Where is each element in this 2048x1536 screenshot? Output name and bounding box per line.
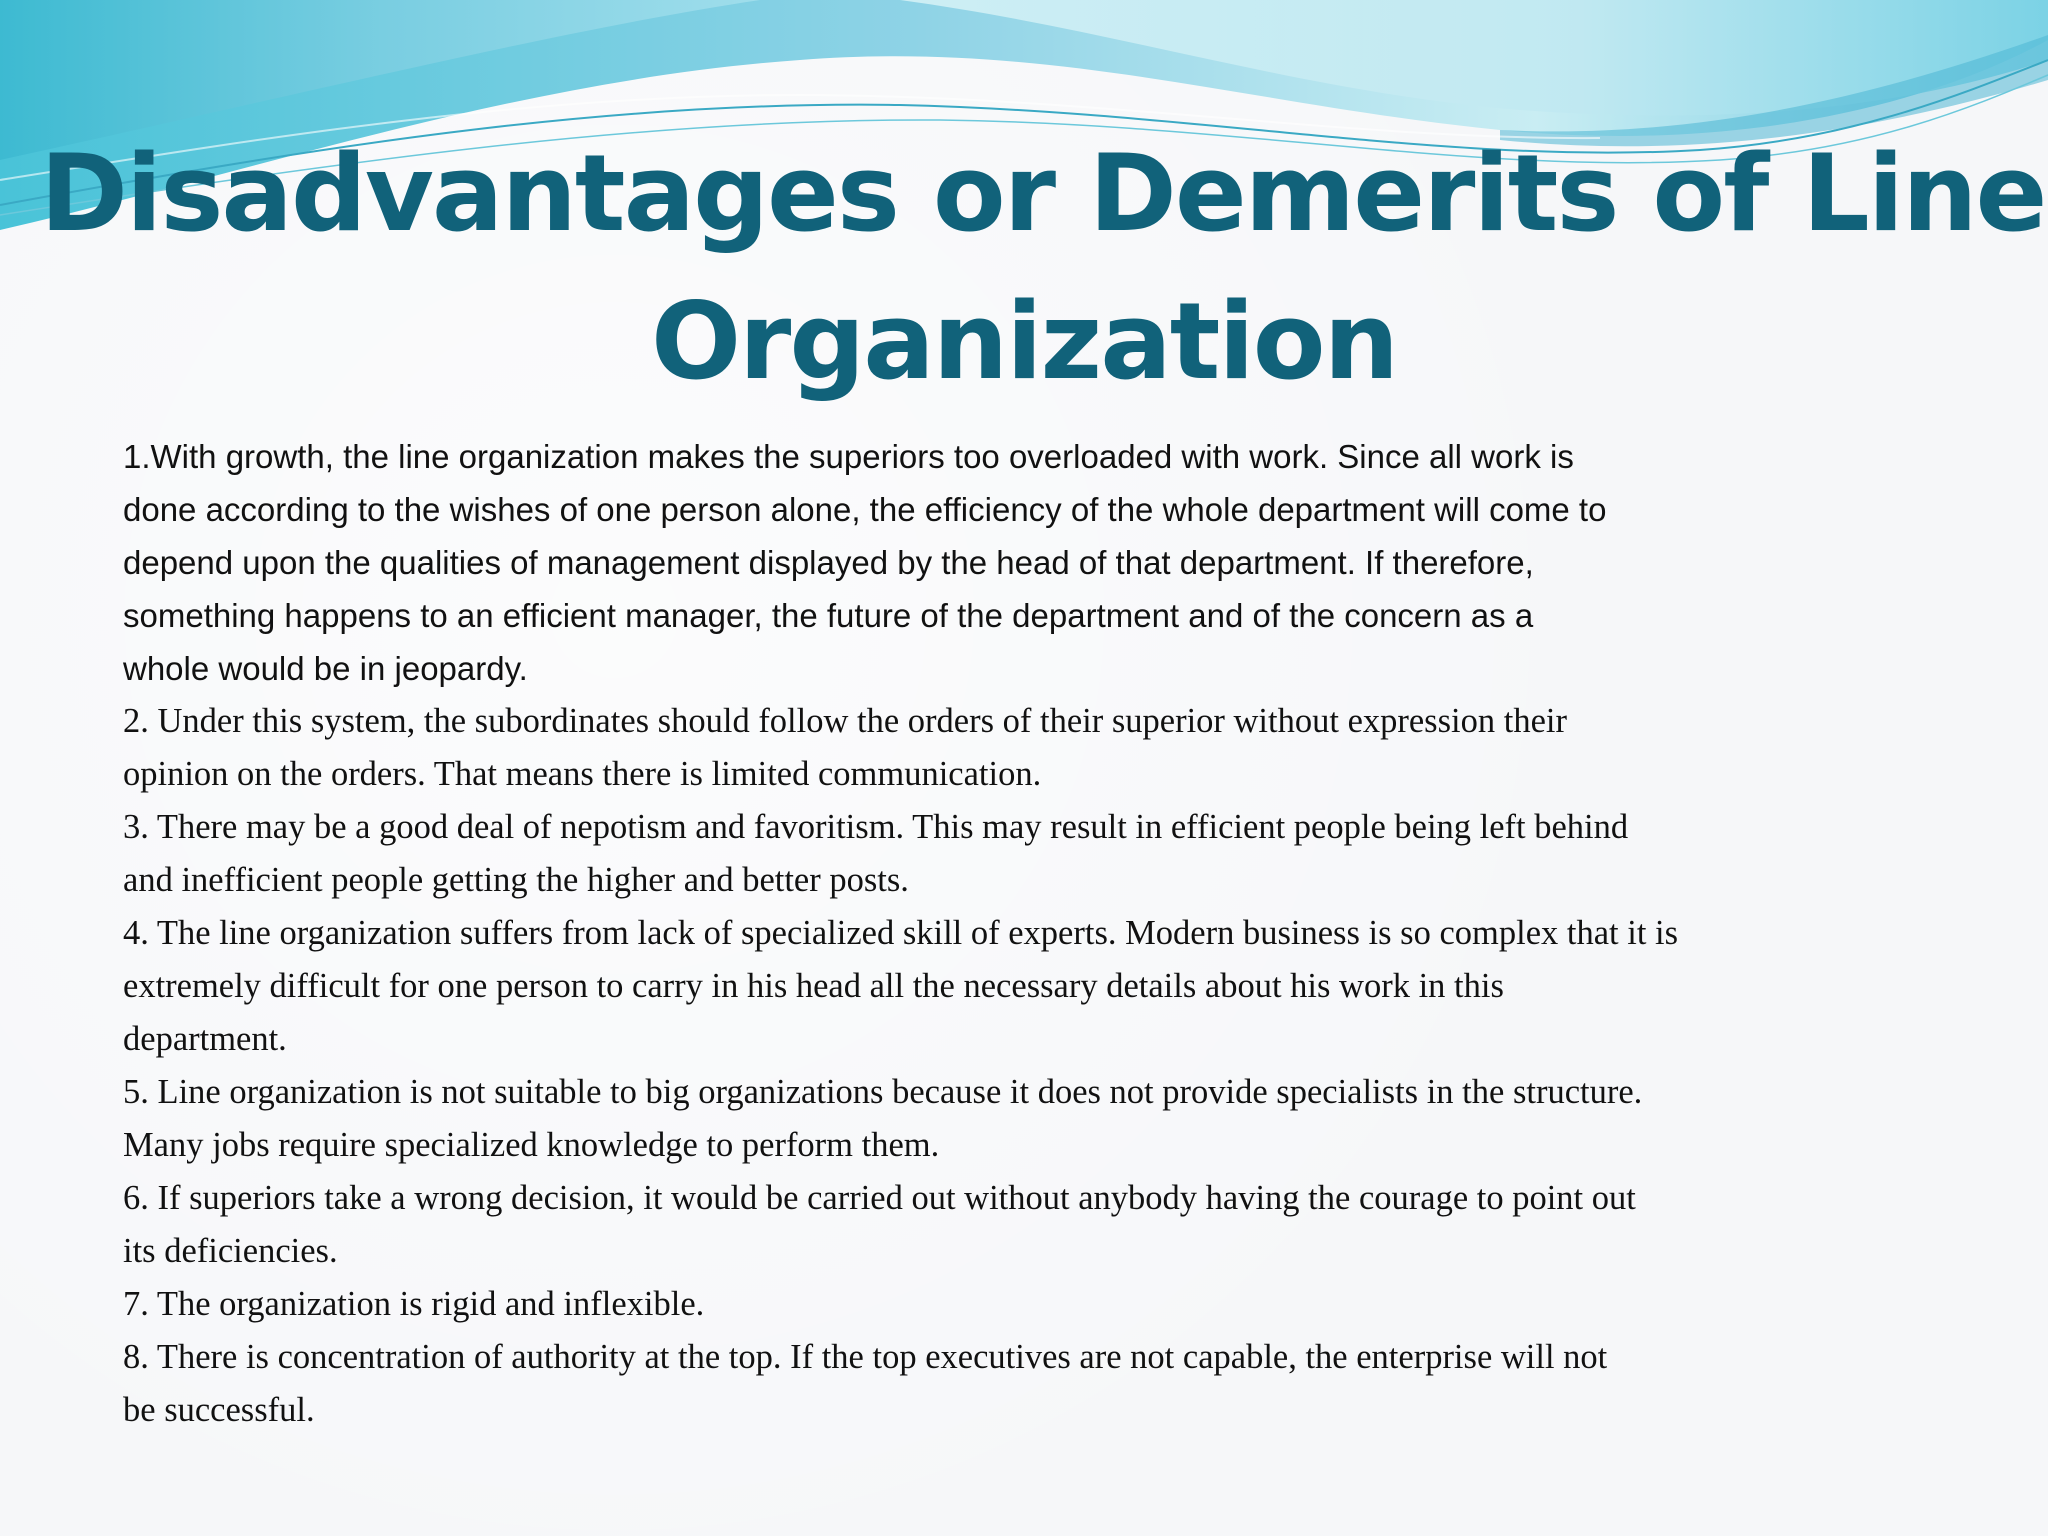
title-line-1: Disadvantages or Demerits of Line (40, 132, 2046, 255)
body-line: 8. There is concentration of authority at the top. If the top executives are not capable, the enterprise will not (123, 1338, 1608, 1376)
title-line-2: Organization (650, 280, 1398, 403)
body-line: 7. The organization is rigid and inflexible. (123, 1285, 705, 1323)
body-line: its deficiencies. (123, 1232, 338, 1270)
body-line: 3. There may be a good deal of nepotism and favoritism. This may result in efficient people being left behind (123, 808, 1629, 846)
body-line: 6. If superiors take a wrong decision, it would be carried out without anybody having the courage to point out (123, 1179, 1636, 1217)
body-line: 5. Line organization is not suitable to big organizations because it does not provide specialists in the structure. (123, 1073, 1643, 1111)
body-line: be successful. (123, 1391, 315, 1429)
body-line: whole would be in jeopardy. (123, 650, 528, 687)
body-line: 1.With growth, the line organization makes the superiors too overloaded with work. Since all work is (123, 438, 1574, 475)
slide-title (40, 120, 2046, 416)
body-line: and inefficient people getting the higher and better posts. (123, 861, 909, 899)
slide-body (123, 430, 2003, 1437)
body-line: extremely difficult for one person to carry in his head all the necessary details about his work in this (123, 967, 1504, 1005)
body-line: 4. The line organization suffers from lack of specialized skill of experts. Modern business is so complex that it is (123, 914, 1679, 952)
body-line: opinion on the orders. That means there is limited communication. (123, 755, 1042, 793)
body-line: department. (123, 1020, 287, 1058)
body-line: 2. Under this system, the subordinates should follow the orders of their superior without expression their (123, 702, 1567, 740)
body-line: Many jobs require specialized knowledge to perform them. (123, 1126, 940, 1164)
body-line: done according to the wishes of one person alone, the efficiency of the whole department will come to (123, 491, 1607, 528)
body-line: depend upon the qualities of management displayed by the head of that department. If therefore, (123, 544, 1534, 581)
body-line: something happens to an efficient manager, the future of the department and of the concern as a (123, 597, 1534, 634)
